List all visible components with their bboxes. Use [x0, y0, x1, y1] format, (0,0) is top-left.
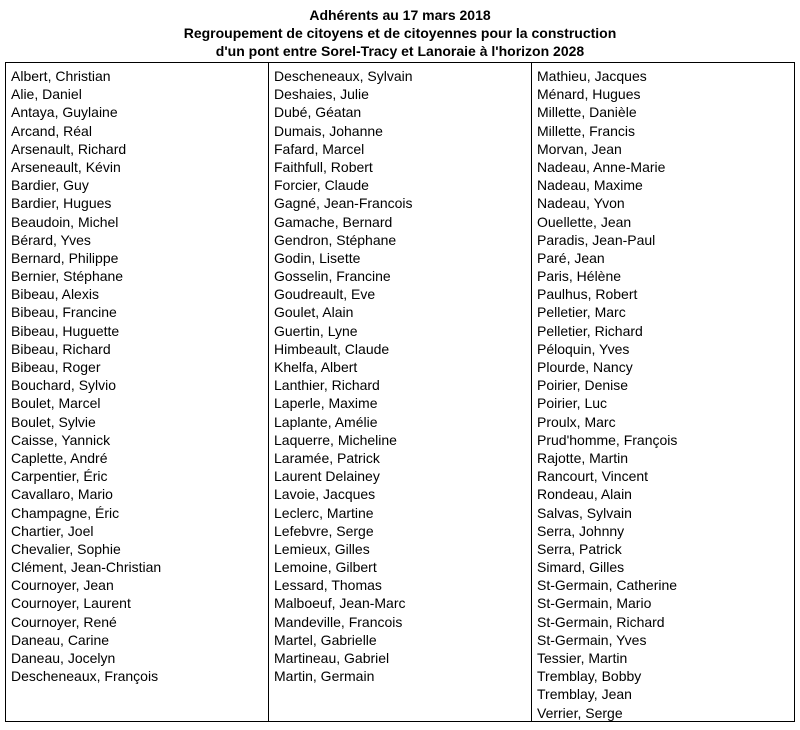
member-name: Pelletier, Richard: [537, 322, 643, 339]
member-name: Gendron, Stéphane: [274, 231, 397, 248]
member-name: St-Germain, Richard: [537, 613, 665, 630]
member-name: Nadeau, Maxime: [537, 177, 643, 194]
member-name: Daneau, Carine: [11, 631, 110, 648]
member-name: St-Germain, Mario: [537, 595, 652, 612]
member-name: Faithfull, Robert: [274, 158, 373, 175]
member-name: Salvas, Sylvain: [537, 504, 632, 521]
member-name: Laperle, Maxime: [274, 395, 378, 412]
member-name: Millette, Danièle: [537, 104, 637, 121]
member-name: Alie, Daniel: [11, 86, 82, 103]
member-name: Tessier, Martin: [537, 650, 628, 666]
member-name: Leclerc, Martine: [274, 504, 374, 521]
member-name: Gosselin, Francine: [274, 268, 391, 285]
member-name: Bibeau, Huguette: [11, 322, 120, 339]
member-name: Caisse, Yannick: [11, 431, 111, 448]
document-header: [0, 0, 800, 60]
member-name: Cournoyer, Jean: [11, 577, 114, 594]
member-name: Himbeault, Claude: [274, 340, 390, 357]
member-name: Laplante, Amélie: [274, 413, 378, 430]
member-name: Rajotte, Martin: [537, 449, 629, 466]
member-name: Ouellette, Jean: [537, 213, 632, 230]
member-name: Bernier, Stéphane: [11, 268, 124, 285]
member-name: Martin, Germain: [274, 668, 375, 685]
member-name: St-Germain, Catherine: [537, 577, 678, 594]
member-name: Goulet, Alain: [274, 304, 354, 321]
member-name: Mathieu, Jacques: [537, 68, 647, 84]
title-line-3: d'un pont entre Sorel-Tracy et Lanoraie à l'horizon 2028: [215, 43, 585, 59]
member-name: St-Germain, Yves: [537, 631, 647, 648]
member-name: Laramée, Patrick: [274, 449, 380, 466]
member-name: Proulx, Marc: [537, 413, 616, 430]
member-name: Boulet, Sylvie: [11, 413, 96, 430]
member-name: Arcand, Réal: [11, 122, 92, 139]
member-name: Paris, Hélène: [537, 268, 622, 285]
member-name: Daneau, Jocelyn: [11, 650, 116, 666]
member-name: Bouchard, Sylvio: [11, 377, 117, 394]
member-name: Nadeau, Anne-Marie: [537, 158, 666, 175]
member-name: Antaya, Guylaine: [11, 104, 118, 121]
member-name: Laurent Delainey: [274, 468, 380, 485]
member-name: Forcier, Claude: [274, 177, 369, 194]
member-name: Chartier, Joel: [11, 522, 94, 539]
member-name: Arseneault, Kévin: [11, 158, 121, 175]
member-name: Lanthier, Richard: [274, 377, 380, 394]
member-name: Poirier, Luc: [537, 395, 608, 412]
member-name: Martel, Gabrielle: [274, 631, 377, 648]
member-name: Bardier, Hugues: [11, 195, 112, 212]
member-name: Khelfa, Albert: [274, 359, 358, 375]
member-name: Tremblay, Jean: [537, 686, 632, 703]
member-name: Gagné, Jean-Francois: [274, 195, 413, 212]
member-name: Verrier, Serge: [537, 704, 623, 721]
member-name: Serra, Johnny: [537, 522, 625, 539]
member-name: Arsenault, Richard: [11, 140, 127, 157]
member-name: Bibeau, Francine: [11, 304, 117, 321]
member-name: Dubé, Géatan: [274, 104, 362, 121]
member-name: Caplette, André: [11, 449, 108, 466]
members-table: [5, 62, 795, 722]
member-name: Guertin, Lyne: [274, 322, 358, 339]
member-name: Cournoyer, René: [11, 613, 117, 630]
member-name: Beaudoin, Michel: [11, 213, 119, 230]
member-name: Tremblay, Bobby: [537, 668, 642, 685]
member-name: Descheneaux, François: [11, 668, 159, 685]
member-name: Lefebvre, Serge: [274, 522, 374, 539]
member-name: Péloquin, Yves: [537, 340, 630, 357]
member-name: Rondeau, Alain: [537, 486, 632, 503]
member-name: Chevalier, Sophie: [11, 540, 121, 557]
member-name: Millette, Francis: [537, 122, 636, 139]
member-name: Deshaies, Julie: [274, 86, 369, 103]
member-name: Bernard, Philippe: [11, 249, 119, 266]
member-name: Lemoine, Gilbert: [274, 559, 377, 576]
member-name: Serra, Patrick: [537, 540, 622, 557]
member-name: Laquerre, Micheline: [274, 431, 397, 448]
member-name: Albert, Christian: [11, 68, 111, 84]
member-name: Fafard, Marcel: [274, 140, 365, 157]
member-name: Cavallaro, Mario: [11, 486, 113, 503]
member-name: Descheneaux, Sylvain: [274, 68, 413, 84]
member-name: Mandeville, Francois: [274, 613, 403, 630]
member-name: Simard, Gilles: [537, 559, 625, 576]
member-name: Bardier, Guy: [11, 177, 89, 194]
title-line-2: Regroupement de citoyens et de citoyennes pour la construction: [183, 25, 617, 41]
member-name: Champagne, Éric: [11, 504, 120, 521]
member-name: Lavoie, Jacques: [274, 486, 376, 503]
member-name: Goudreault, Eve: [274, 286, 376, 303]
member-name: Pelletier, Marc: [537, 304, 626, 321]
member-name: Plourde, Nancy: [537, 359, 633, 375]
members-column-1: [6, 63, 269, 721]
member-name: Lessard, Thomas: [274, 577, 382, 594]
member-name: Gamache, Bernard: [274, 213, 393, 230]
member-name: Bibeau, Roger: [11, 359, 101, 375]
title-line-1: Adhérents au 17 mars 2018: [309, 7, 491, 23]
member-name: Ménard, Hugues: [537, 86, 641, 103]
member-name: Martineau, Gabriel: [274, 650, 390, 666]
member-name: Cournoyer, Laurent: [11, 595, 131, 612]
member-name: Prud'homme, François: [537, 431, 678, 448]
member-name: Nadeau, Yvon: [537, 195, 625, 212]
member-name: Clément, Jean-Christian: [11, 559, 162, 576]
member-name: Paradis, Jean-Paul: [537, 231, 656, 248]
member-name: Poirier, Denise: [537, 377, 629, 394]
member-name: Bérard, Yves: [11, 231, 91, 248]
member-name: Paulhus, Robert: [537, 286, 638, 303]
members-column-2: [269, 63, 532, 721]
member-name: Malboeuf, Jean-Marc: [274, 595, 406, 612]
member-name: Bibeau, Richard: [11, 340, 111, 357]
member-name: Paré, Jean: [537, 249, 605, 266]
member-name: Lemieux, Gilles: [274, 540, 370, 557]
member-name: Morvan, Jean: [537, 140, 622, 157]
member-name: Bibeau, Alexis: [11, 286, 99, 303]
member-name: Carpentier, Éric: [11, 468, 108, 485]
member-name: Rancourt, Vincent: [537, 468, 649, 485]
member-name: Godin, Lisette: [274, 249, 361, 266]
member-name: Boulet, Marcel: [11, 395, 101, 412]
members-column-3: [532, 63, 794, 721]
member-name: Dumais, Johanne: [274, 122, 383, 139]
